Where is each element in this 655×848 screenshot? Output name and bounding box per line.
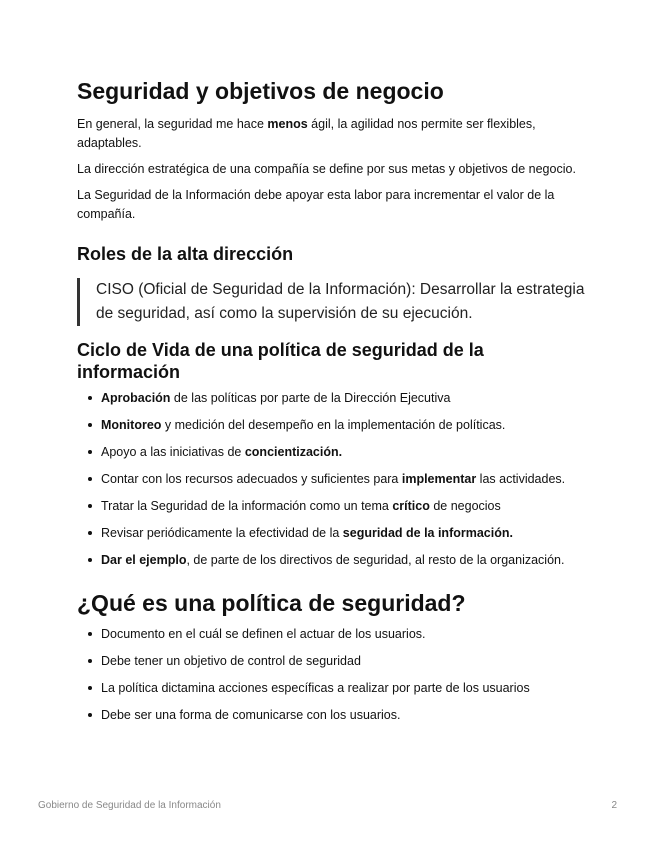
paragraph-seguridad-info: La Seguridad de la Información debe apoyar esta labor para incrementar el valor de la compañía. [77,188,555,221]
list-item-bold: concientización. [244,445,343,459]
list-item-text: de las políticas por parte de la Dirección Ejecutiva [170,391,451,405]
paragraph-bold: menos [267,117,308,131]
subsection-title-ciclo: Ciclo de Vida de una política de seguridad de la información [77,340,484,382]
list-item [101,417,587,433]
list-item [101,525,587,541]
page-footer [38,800,617,811]
list-item [101,444,587,460]
page-number: 2 [611,800,617,811]
list-item [101,552,587,568]
ciclo-list [77,390,587,568]
list-item-bold: Aprobación [101,391,171,405]
list-item: La política dictamina acciones específicas a realizar por parte de los usuarios [101,680,587,696]
list-item-text: y medición del desempeño en la implementación de políticas. [161,418,506,432]
politica-list [77,626,587,723]
list-item-bold: crítico [392,499,430,513]
list-item: Debe tener un objetivo de control de seguridad [101,653,587,669]
paragraph-text: ágil, la agilidad nos permite ser flexibles, adaptables. [77,117,536,150]
list-item-text: Revisar periódicamente la efectividad de la [101,526,343,540]
quote-ciso: CISO (Oficial de Seguridad de la Información): Desarrollar la estrategia de seguridad, así como la supervisión de su ejecución. [77,278,587,326]
list-item-bold: implementar [401,472,477,486]
paragraph-text: En general, la seguridad me hace [77,117,268,131]
list-item-bold: Monitoreo [101,418,162,432]
list-item-text: Contar con los recursos adecuados y suficientes para [101,472,402,486]
list-item-text: Tratar la Seguridad de la información como un tema [101,499,393,513]
footer-title: Gobierno de Seguridad de la Información [38,800,221,811]
list-item [101,498,587,514]
section-title-politica: ¿Qué es una política de seguridad? [77,590,466,616]
list-item-text: Apoyo a las iniciativas de [101,445,245,459]
list-item-bold: Dar el ejemplo [101,553,187,567]
list-item: Debe ser una forma de comunicarse con los usuarios. [101,707,587,723]
subsection-title-roles: Roles de la alta dirección [77,244,294,264]
list-item-text: de negocios [429,499,501,513]
list-item-text: , de parte de los directivos de seguridad, al resto de la organización. [186,553,565,567]
list-item [101,390,587,406]
list-item [101,471,587,487]
list-item-text: las actividades. [476,472,566,486]
list-item-bold: seguridad de la información. [342,526,513,540]
section-title-seguridad: Seguridad y objetivos de negocio [77,78,444,104]
list-item: Documento en el cuál se definen el actuar de los usuarios. [101,626,587,642]
document-page [77,76,587,734]
paragraph-direccion: La dirección estratégica de una compañía se define por sus metas y objetivos de negocio. [77,162,576,176]
paragraph-agilidad [77,115,587,153]
